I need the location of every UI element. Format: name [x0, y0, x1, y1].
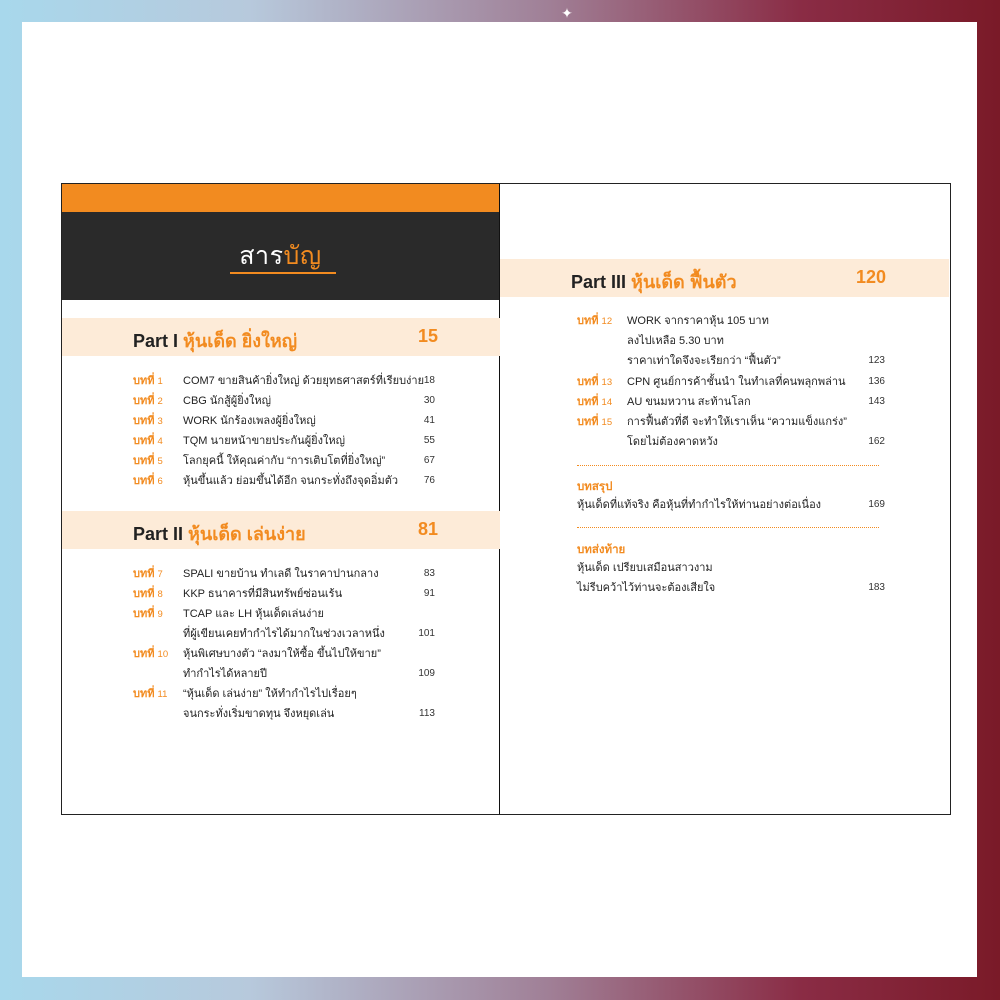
chapter-number: 5: [157, 456, 163, 467]
epilogue-line-2-text: ไม่รีบคว้าไว้ท่านจะต้องเสียใจ: [577, 582, 716, 594]
summary-heading: บทสรุป: [577, 481, 613, 493]
chapter-word: บทที่: [133, 688, 155, 700]
chapter-label: [133, 567, 163, 582]
chapter-number: 11: [157, 689, 168, 700]
entry-title-line-2: ลงไปเหลือ 5.30 บาท: [627, 335, 724, 347]
epilogue-page: 183: [868, 582, 885, 593]
chapter-label: [577, 395, 612, 410]
part-2-header: [62, 511, 500, 549]
chapter-label: [133, 434, 163, 449]
chapter-label: [133, 454, 163, 469]
entry-title-line-1: “หุ้นเด็ด เล่นง่าย” ให้ทำกำไรไปเรื่อยๆ: [183, 688, 357, 700]
chapter-word: บทที่: [577, 416, 599, 428]
toc-entry: [577, 375, 897, 389]
entry-page: 55: [423, 435, 435, 446]
toc-entry: [133, 587, 443, 601]
toc-entry: [133, 607, 443, 621]
header-orange-bar: [62, 184, 499, 212]
entry-title: TQM นายหน้าขายประกันผู้ยิ่งใหญ่: [183, 435, 345, 447]
entry-title: COM7 ขายสินค้ายิ่งใหญ่ ด้วยยุทธศาสตร์ที่เรียบง่าย: [183, 375, 425, 387]
toc-entry-continued: [133, 627, 443, 641]
entry-page: 143: [868, 396, 885, 407]
entry-title-line-2: จนกระทั่งเริ่มขาดทุน จึงหยุดเล่น: [183, 708, 335, 720]
divider-1: [577, 465, 879, 466]
toc-entry: [133, 374, 443, 388]
toc-entry-continued: [133, 707, 443, 721]
chapter-word: บทที่: [133, 648, 155, 660]
entry-title-line-1: AU ขนมหวาน สะท้านโลก: [627, 396, 751, 408]
entry-page: 136: [868, 376, 885, 387]
toc-title: [62, 236, 499, 276]
divider-2: [577, 527, 879, 528]
chapter-word: บทที่: [133, 435, 155, 447]
toc-entry: [577, 395, 897, 409]
chapter-word: บทที่: [133, 455, 155, 467]
entry-title: CBG นักสู้ผู้ยิ่งใหญ่: [183, 395, 272, 407]
entry-title-line-1: CPN ศูนย์การค้าชั้นนำ ในทำเลที่คนพลุกพล่าน: [627, 376, 846, 388]
entry-page: 101: [418, 628, 435, 639]
entry-page: 113: [419, 708, 435, 719]
entry-title-line-2: ที่ผู้เขียนเคยทำกำไรได้มากในช่วงเวลาหนึ่ง: [183, 628, 385, 640]
toc-title-main: สาร: [239, 242, 284, 270]
toc-entry: [577, 415, 897, 429]
left-page: [61, 183, 501, 815]
entry-title-line-1: การฟื้นตัวที่ดี จะทำให้เราเห็น “ความแข็งแกร่ง”: [627, 416, 847, 428]
chapter-word: บทที่: [133, 568, 155, 580]
chapter-word: บทที่: [133, 588, 155, 600]
toc-entry: [133, 414, 443, 428]
part-3-title: หุ้นเด็ด ฟื้นตัว: [631, 272, 737, 292]
chapter-label: [133, 394, 163, 409]
chapter-number: 1: [157, 376, 163, 387]
chapter-number: 10: [157, 649, 169, 660]
toc-entry: [133, 474, 443, 488]
part-3-page: 120: [855, 267, 886, 287]
chapter-number: 3: [157, 416, 163, 427]
chapter-word: บทที่: [133, 475, 155, 487]
entry-title: หุ้นขึ้นแล้ว ย่อมขึ้นได้อีก จนกระทั่งถึงจุดอิ่มตัว: [183, 475, 399, 487]
entry-title-line-1: KKP ธนาคารที่มีสินทรัพย์ซ่อนเร้น: [183, 588, 343, 600]
entry-title: WORK นักร้องเพลงผู้ยิ่งใหญ่: [183, 415, 316, 427]
chapter-number: 7: [157, 569, 163, 580]
chapter-word: บทที่: [133, 375, 155, 387]
toc-entry-continued: [577, 435, 897, 449]
toc-entry: [133, 567, 443, 581]
part-1-header: [62, 318, 500, 356]
chapter-word: บทที่: [577, 315, 599, 327]
entry-page: 123: [868, 355, 885, 366]
part-3-label: Part III: [571, 272, 627, 292]
chapter-word: บทที่: [577, 396, 599, 408]
chapter-label: [577, 415, 612, 430]
chapter-number: 12: [601, 316, 613, 327]
toc-entry: [133, 454, 443, 468]
chapter-label: [133, 474, 163, 489]
entry-title-line-2: ทำกำไรได้หลายปี: [183, 668, 267, 680]
chapter-label: [133, 647, 168, 662]
chapter-number: 4: [157, 436, 163, 447]
right-page: [500, 183, 951, 815]
chapter-label: [133, 607, 163, 622]
epilogue-line-1-text: หุ้นเด็ด เปรียบเสมือนสาวงาม: [577, 562, 713, 574]
toc-entry: [133, 394, 443, 408]
part-1-title: หุ้นเด็ด ยิ่งใหญ่: [183, 331, 298, 351]
entry-page: 41: [423, 415, 435, 426]
chapter-label: [577, 375, 612, 390]
toc-entry-continued: [577, 334, 897, 348]
entry-title-line-1: WORK จากราคาหุ้น 105 บาท: [627, 315, 769, 327]
part-1-label: Part I: [133, 331, 179, 351]
chapter-label: [133, 414, 163, 429]
chapter-number: 15: [601, 417, 613, 428]
toc-title-accent: บัญ: [283, 242, 322, 270]
entry-page: 18: [423, 375, 435, 386]
entry-title-line-1: SPALI ขายบ้าน ทำเลดี ในราคาปานกลาง: [183, 568, 379, 580]
part-2-label: Part II: [133, 524, 184, 544]
part-2-title: หุ้นเด็ด เล่นง่าย: [188, 524, 306, 544]
sparkle-icon: ✦: [561, 5, 573, 21]
entry-page: 76: [423, 475, 435, 486]
toc-entry-continued: [133, 667, 443, 681]
toc-entry: [133, 687, 443, 701]
chapter-label: [133, 687, 167, 702]
chapter-word: บทที่: [133, 395, 155, 407]
summary-page: 169: [868, 499, 885, 510]
chapter-number: 13: [601, 377, 613, 388]
entry-title: โลกยุคนี้ ให้คุณค่ากับ “การเติบโตที่ยิ่งใหญ่”: [183, 455, 386, 467]
chapter-number: 2: [157, 396, 163, 407]
chapter-number: 9: [157, 609, 163, 620]
chapter-number: 6: [157, 476, 163, 487]
part-3-header: [500, 259, 949, 297]
entry-title-line-1: TCAP และ LH หุ้นเด็ดเล่นง่าย: [183, 608, 324, 620]
toc-entry-continued: [577, 354, 897, 368]
toc-entry: [133, 647, 443, 661]
chapter-label: [577, 314, 612, 329]
chapter-word: บทที่: [577, 376, 599, 388]
entry-title-line-3: ราคาเท่าใดจึงจะเรียกว่า “ฟื้นตัว”: [627, 355, 781, 367]
entry-page: 91: [423, 588, 435, 599]
toc-entry: [133, 434, 443, 448]
entry-page: 109: [418, 668, 435, 679]
chapter-word: บทที่: [133, 608, 155, 620]
entry-title-line-2: โดยไม่ต้องคาดหวัง: [627, 436, 718, 448]
part-1-page: 15: [417, 326, 438, 346]
chapter-label: [133, 587, 163, 602]
entry-page: 67: [423, 455, 435, 466]
summary-text: หุ้นเด็ดที่แท้จริง คือหุ้นที่ทำกำไรให้ท่านอย่างต่อเนื่อง: [577, 499, 822, 511]
chapter-number: 8: [157, 589, 163, 600]
entry-page: 162: [868, 436, 885, 447]
entry-page: 83: [423, 568, 435, 579]
chapter-label: [133, 374, 163, 389]
toc-entry: [577, 314, 897, 328]
part-2-page: 81: [417, 519, 438, 539]
epilogue-heading: บทส่งท้าย: [577, 544, 626, 556]
chapter-number: 14: [601, 397, 613, 408]
chapter-word: บทที่: [133, 415, 155, 427]
toc-title-underline: [230, 272, 336, 274]
entry-page: 30: [423, 395, 435, 406]
entry-title-line-1: หุ้นพิเศษบางตัว “ลงมาให้ซื้อ ขึ้นไปให้ขาย”: [183, 648, 381, 660]
